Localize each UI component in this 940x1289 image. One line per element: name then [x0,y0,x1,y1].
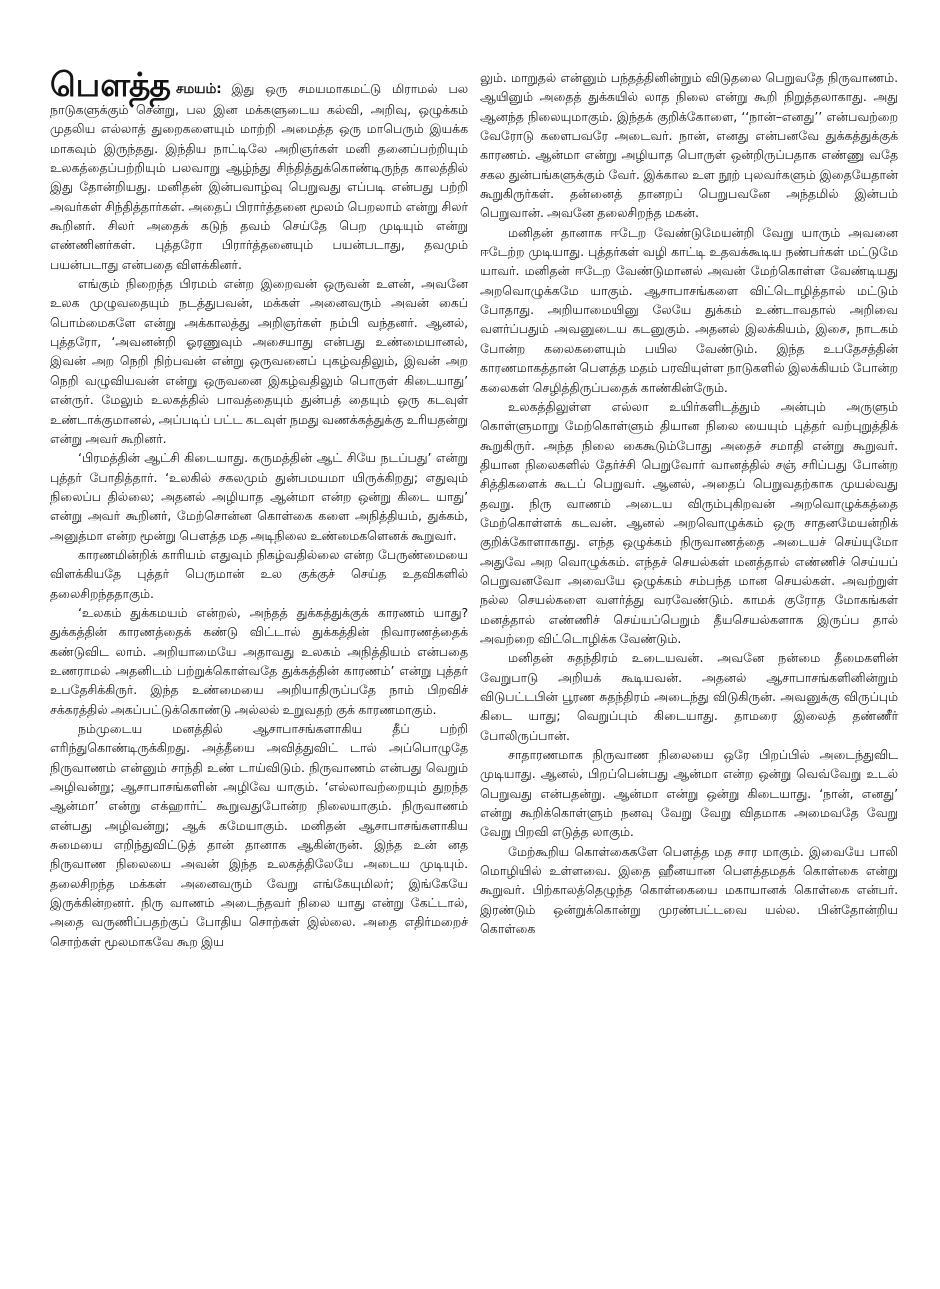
paragraph: மேற்கூறிய கொள்கைகளே பௌத்த மத சார மாகும். இவையே பாலி மொழியில் உள்ளவை. இதை ஹீனயான பௌத்தமதக் கொள்கை என்று கூறுவர். பிற்காலத்தெழுந்த கொள்கையை மகாயானக் கொள்கை என்பர். இரண்டும் ஒன்றுக்கொன்று முரண்பட்டவை யல்ல. பின்தோன்றிய கொள்கை [480,843,898,937]
article-heading: பௌத்த [50,65,171,104]
left-column [50,65,468,951]
paragraph: மனிதன் சுதந்திரம் உடையவன். அவனே நன்மை தீமைகளின் வேறுபாடு அறியக் கூடியவன். அதனல் ஆசாபாசங்களினின்றும் விடுபட்டபின் பூரண சுதந்திரம் அடைந்து விடுகிருன். அவனுக்கு விருப்பும் கிடை யாது; வெறுப்பும் கிடையாது. தாமரை இலைத் தண்ணீர் போலிருப்பான். [480,650,898,743]
right-column [480,68,898,938]
paragraph: ‘உலகம் துக்கமயம் என்றல், அந்தத் துக்கத்துக்குக் காரணம் யாது? துக்கத்தின் காரணத்தைக் கண்டு விட்டால் துக்கத்தின் நிவாரணத்தைக் கண்டுவிட லாம். அறியாமையே அதாவது உலகம் அநித்தியம் என்பதை உணராமல் அதனிடம் பற்றுக்கொள்வதே துக்கத்தின் காரணம்’ என்று புத்தர் உபதேசிக்கிருர். இந்த உண்மையை அறியாதிருப்பதே நாம் பிறவிச் சக்கரத்தில் அகப்பட்டுக்கொண்டு அல்லல் உறுவதற் குக் காரணமாகும். [50,604,468,717]
paragraph: உலகத்திலுள்ள எல்லா உயிர்களிடத்தும் அன்பும் அருளும் கொள்ளுமாறு மேற்கொள்ளும் தியான நிலை யையும் புத்தர் வற்புறுத்திக் கூறுகிருர். அந்த நிலை கைகூடும்போது அதைச் சமாதி என்று கூறுவர். தியான நிலைகளில் தேர்ச்சி பெறுவோர் வானத்தில் சஞ் சரிப்பது போன்ற சித்திகளைக் கூடப் பெறுவர். ஆனல், அதைப் பெறுவதற்காக முயல்வது தவறு. நிரு வாணம் அடைய விரும்புகிறவன் அறவொழுக்கத்தை மேற்கொள்ளக் கடவன். ஆனல் அறவொழுக்கம் ஒரு சாதனமேயன்றிக் குறிக்கோளாகாது. எந்த ஒழுக்கம் நிருவாணத்தை அடையச் செய்யுமோ அதுவே அற வொழுக்கம். எந்தச் செயல்கள் மனத்தால் எண்ணிச் செய்யப் பெறுவனவோ அவையே ஒழுக்கம் சம்பந்த மான செயல்கள். அவற்றுள் நல்ல செயல்களை வளர்த்து வரவேண்டும். காமக் குரோத மோகங்கள் மனத்தால் எண்ணிச் செய்யப்பெறும் தீயசெயல்களாக இருப்ப தால் அவற்றை விட்டொழிக்க வேண்டும். [480,398,898,646]
paragraph: நம்முடைய மனத்தில் ஆசாபாசங்களாகிய தீப் பற்றி எரிந்துகொண்டிருக்கிறது. அத்தீயை அவித்துவிட் டால் அப்பொழுதே நிருவாணம் என்னும் சாந்தி உண் டாய்விடும். நிருவாணம் என்பது வெறும் அழிவன்று; ஆசாபாசங்களின் அழிவே யாகும். ‘எல்லாவற்றையும் துறந்த ஆன்மா’ என்று எக்ஹார்ட் கூறுவதுபோன்ற நிலையாகும். நிருவாணம் என்பது அழிவன்று; ஆக் கமேயாகும். மனிதன் ஆசாபாசங்களாகிய சுமையை எறிந்துவிட்டுத் தான் தானாக ஆகின்ருன். இந்த உன் னத நிருவாண நிலையை அவன் இந்த உலகத்திலேயே அடைய முடியும். தலைசிறந்த மக்கள் அனைவரும் வேறு எங்கேயுமிலர்; இங்கேயே இருக்கின்றனர். நிரு வாணம் அடைந்தவர் நிலை யாது என்று கேட்டால், அதை வருணிப்பதற்குப் போதிய சொற்கள் இல்லை. அதை எதிர்மறைச் சொற்கள் மூலமாகவே கூற இய [50,721,468,949]
paragraph: ‘பிரமத்தின் ஆட்சி கிடையாது. கருமத்தின் ஆட் சியே நடப்பது’ என்று புத்தர் போதித்தார். ‘உலகில் சகலமும் துன்பமயமா யிருக்கிறது; எதுவும் நிலைப்ப தில்லை; அதனல் அழியாத ஆன்மா என்ற ஒன்று கிடை யாது’ என்று அவர் கூறினர், மேற்சொன்ன கொள்கை களை அநித்தியம், துக்கம், அனுத்மா என்ற மூன்று பௌத்த மத அடிநிலை உண்மைகளெனக் கூறுவர். [50,450,468,543]
article-subheading: சமயம்: [176,81,222,97]
paragraph: எங்கும் நிறைந்த பிரமம் என்ற இறைவன் ஒருவன் உளன், அவனே உலக முழுவதையும் நடத்துபவன், மக்கள் அனைவரும் அவன் கைப் பொம்மைகளே என்று அக்காலத்து அறிஞர்கள் நம்பி வந்தனர். ஆனல், புத்தரோ, ‘அவனன்றி ஓரணுவும் அசையாது என்பது உண்மையானல், இவன் அற நெறி நிற்பவன் என்று ஒருவனைப் புகழ்வதிலும், இவன் அற நெறி வழுவியவன் என்று ஒருவனை இகழ்வதிலும் பொருள் கிடையாது’ என்ருர். மேலும் உலகத்தில் பாவத்தையும் துன்பத் தையும் ஒரு கடவுள் உண்டாக்குமானல், அப்படிப் பட்ட கடவுள் நமது வணக்கத்துக்கு உரியதன்று என்று அவர் கூறினர். [50,276,468,446]
paragraph: மனிதன் தானாக ஈடேற வேண்டுமேயன்றி வேறு யாரும் அவனை ஈடேற்ற முடியாது. புத்தர்கள் வழி காட்டி உதவக்கூடிய நண்பர்கள் மட்டுமே யாவர். மனிதன் ஈடேற வேண்டுமானல் அவன் மேற்கொள்ள வேண்டியது அறவொழுக்கமே யாகும். ஆசாபாசங்களை விட்டொழித்தால் மட்டும் போதாது. அறியாமையினு லேயே துக்கம் உண்டாவதால் அறிவை வளர்ப்பதும் அவனுடைய கடனுகும். அதனல் இலக்கியம், இசை, நாடகம் போன்ற கலைகளையும் பயில வேண்டும். இந்த உபதேசத்தின் காரணமாகத்தான் பௌத்த மதம் பரவியுள்ள நாடுகளில் இலக்கியம் போன்ற கலைகள் செழித்திருப்பதைக் காண்கின்ருேம். [480,224,898,395]
paragraph: சாதாரணமாக நிருவாண நிலையை ஒரே பிறப்பில் அடைந்துவிட முடியாது. ஆனல், பிறப்பென்பது ஆன்மா என்ற ஒன்று வெவ்வேறு உடல் பெறுவது என்பதன்று. ஆன்மா என்று ஒன்று கிடையாது. ‘நான், எனது’ என்று கூறிக்கொள்ளும் நனவு வேறு வேறு விதமாக அமைவதே வேறு வேறு பிறவி எடுத்த லாகும். [480,747,898,840]
paragraph-continued: லும். மாறுதல் என்னும் பந்தத்தினின்றும் விடுதலை பெறுவதே நிருவாணம். ஆயினும் அதைத் துக்கயில் லாத நிலை என்று கூறி நிறுத்தலாகாது. அது ஆனந்த நிலையுமாகும். இந்தக் குறிக்கோளை, ‘‘நான்–எனது’’ என்பவற்றை வேரோடு களைபவரே அடைவர். நான், எனது என்பனவே துக்கத்துக்குக் காரணம். ஆன்மா என்று அழியாத பொருள் ஒன்றிருப்பதாக எண்ணு வதே சகல துன்பங்களுக்கும் வேர். இக்கால உள நூற் புலவர்களும் இதையேதான் கூறுகிருர்கள். தன்னைத் தானறப் பெறுபவனே அந்தமில் இன்பம் பெறுவான். அவனே தலைசிறந்த மகன். [480,70,898,221]
article-intro-paragraph [50,65,468,274]
paragraph-text: இது ஒரு சமயமாகமட்டு மிராமல் பல நாடுகளுக்கும் சென்று, பல இன மக்களுடைய கல்வி, அறிவு, ஒழுக்கம் முதலிய எல்லாத் துறைகளையும் மாற்றி அமைத்த ஒரு மாபெரும் இயக்க மாகவும் இருந்தது. இந்திய நாட்டிலே அறிஞர்கள் மனி தனைப்பற்றியும் உலகத்தைப்பற்றியும் பலவாறு ஆழ்ந்து சிந்தித்துக்கொண்டிருந்த காலத்தில் இது தோன்றியது. மனிதன் இன்பவாழ்வு பெறுவது எப்படி என்பது பற்றி அவர்கள் சிந்தித்தார்கள். அதைப் பிரார்த்தனை மூலம் பெறலாம் என்று சிலர் கூறினர். சிலர் அதைக் கடுந் தவம் செய்தே பெற முடியும் என்று எண்ணினர்கள். புத்தரோ பிரார்த்தனையும் பயன்படாது, தவமும் பயன்படாது என்பதை விளக்கினர். [50,81,468,272]
paragraph: காரணமின்றிக் காரியம் எதுவும் நிகழ்வதில்லை என்ற பேருண்மையை விளக்கியதே புத்தர் பெருமான் உல குக்குச் செய்த உதவிகளில் தலைசிறந்ததாகும். [50,546,468,601]
